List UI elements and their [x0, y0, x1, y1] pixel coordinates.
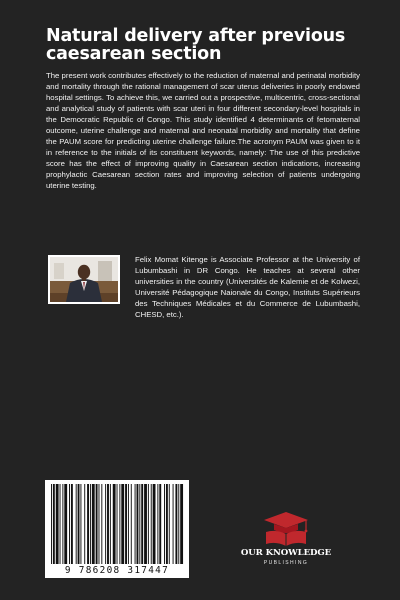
book-abstract: The present work contributes effectively to the reduction of maternal and perinatal morbidity and mortality through the rational management of scar uterus deliveries in poorly endowed hospital settings. To achieve this, we carried out a prospective, multicentric, cross-sectional and analytical study of patients with scar uteri in four different secondary-level hospitals in the Democratic Republic of Congo. This study identified 4 determinants of fetomaternal outcome, uterine challenge and maternal and neonatal morbidity and mortality that define the PAUM score for predicting uterine challenge failure.The acronym PAUM was given to it in reference to the initials of its constituent keywords, namely: The use of this predictive score has the effect of improving quality in Caesarean section indications, increasing prophylactic Caesarean section rates and improving selection of patients undergoing uterine testing. [46, 71, 360, 191]
publisher-subtitle: PUBLISHING [263, 560, 309, 566]
barcode-bars [45, 480, 189, 566]
publisher-name: OUR KNOWLEDGE [240, 548, 332, 558]
author-bio: Felix Momat Kitenge is Associate Professor at the University of Lubumbashi in DR Congo. He teaches at several other universities in the country (Universités de Kalemie et de Kolwezi, Université Pédagogique Naionale du Congo, Instituts Supérieurs des Techniques Médicales et du Commerce de Lubumbashi, CHESD, etc.). [135, 255, 360, 319]
isbn-barcode [45, 480, 189, 578]
graduation-cap-book-icon [236, 508, 336, 548]
barcode-digits: 9 786208 317447 [64, 565, 170, 576]
publisher-logo [236, 508, 336, 578]
author-portrait [50, 257, 118, 302]
author-photo [48, 255, 120, 304]
book-title: Natural delivery after previous caesarean section [46, 26, 346, 64]
